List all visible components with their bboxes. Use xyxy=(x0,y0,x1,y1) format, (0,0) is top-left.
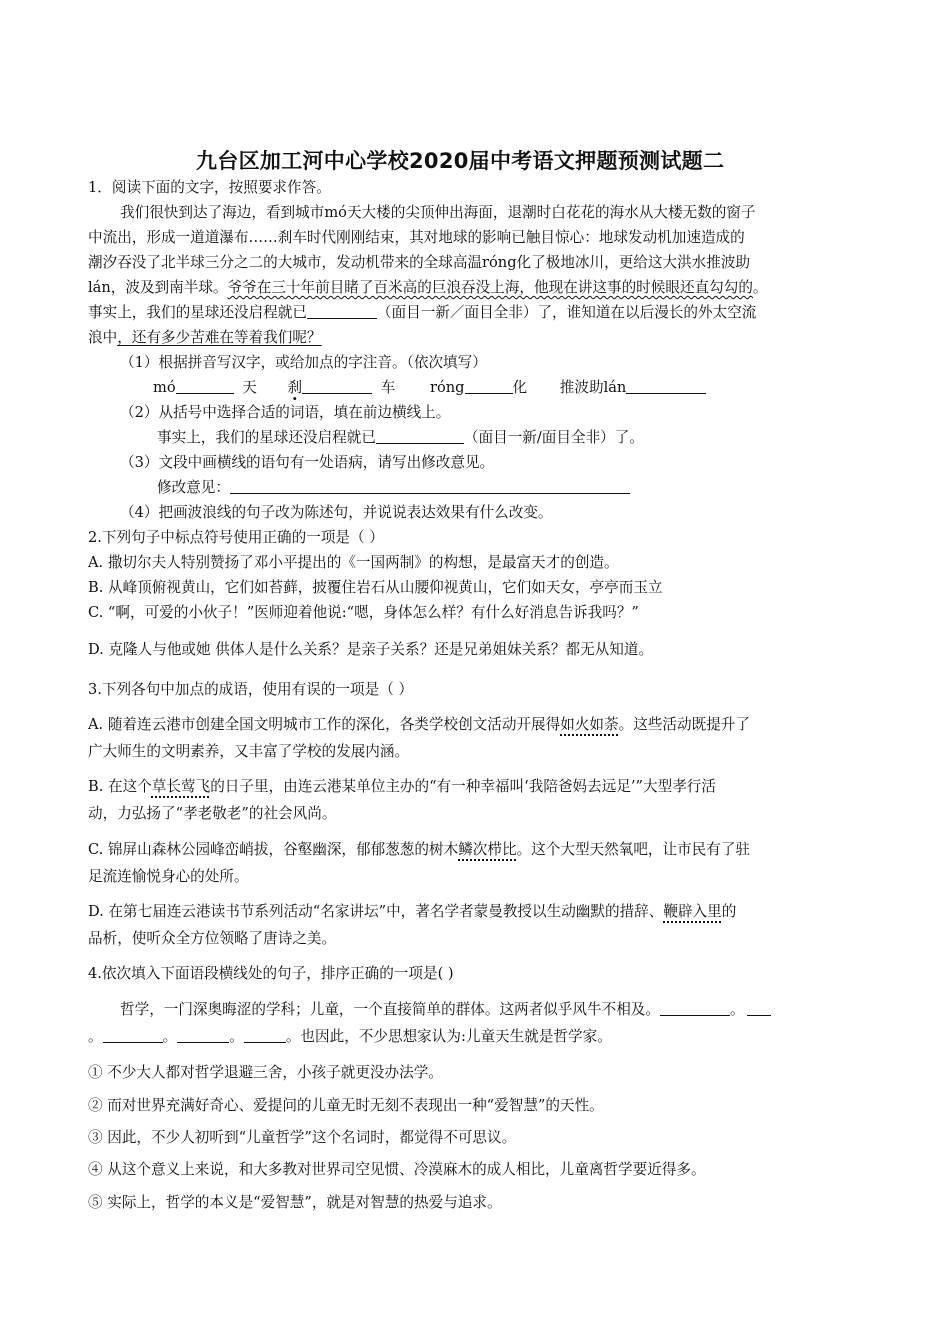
q2-option-c: C. “啊，可爱的小伙子！”医师迎着他说:“嗯，身体怎么样？有什么好消息告诉我吗？” xyxy=(88,604,639,621)
q2-option-b: B. 从峰顶俯视黄山，它们如苔藓，披覆住岩石从山腰仰视黄山，它们如天女，亭亭而玉立 xyxy=(88,579,663,596)
q3-option-b xyxy=(88,777,716,797)
answer-blank[interactable] xyxy=(376,428,464,444)
q4-passage-line xyxy=(120,1000,771,1020)
answer-blank[interactable] xyxy=(307,303,377,319)
q1-passage-line: 中流出，形成一道道瀑布……刹车时代刚刚结束，其对地球的影响已触目惊心：地球发动机加速造成的 xyxy=(88,229,745,246)
q4-item: ② 而对世界充满好奇心、爱提问的儿童无时无刻不表现出一种“爱智慧”的天性。 xyxy=(88,1097,604,1114)
page-title: 九台区加工河中心学校2020届中考语文押题预测试题二 xyxy=(196,149,725,173)
q1-sub3-line xyxy=(157,478,630,498)
answer-blank[interactable] xyxy=(244,1027,286,1043)
q1-sub2: （2）从括号中选择合适的词语，填在前边横线上。 xyxy=(120,404,451,421)
wavy-underlined-sentence: 爷爷在三十年前目睹了百米高的巨浪吞没上海，他现在讲这事的时候眼还直勾勾的 xyxy=(227,279,753,296)
option-text: 。这个大型天然氧吧，让市民有了驻 xyxy=(516,841,751,858)
option-text: D. 在第七届连云港读书节系列活动“名家讲坛”中，著名学者蒙曼教授以生动幽默的措辞、 xyxy=(88,903,664,920)
q1-sub1-items xyxy=(153,378,706,398)
q1-passage-line xyxy=(88,303,756,323)
sub2-text: （面目一新/面目全非）了。 xyxy=(463,429,644,446)
q4-item: ① 不少大人都对哲学退避三舍，小孩子就更没办法学。 xyxy=(88,1064,443,1081)
q4-stem: 4.依次填入下面语段横线处的句子，排序正确的一项是( ) xyxy=(88,965,454,982)
answer-blank[interactable] xyxy=(103,1027,163,1043)
option-text: C. 锦屏山森林公园峰峦峭拔，谷壑幽深，郁郁葱葱的树木 xyxy=(88,841,459,858)
answer-blank[interactable] xyxy=(660,1000,730,1016)
option-text: A. 随着连云港市创建全国文明城市工作的深化，各类学校创文活动开展得 xyxy=(88,716,561,733)
option-text: B. 在这个 xyxy=(88,778,152,795)
q2-option-a: A. 撒切尔夫人特别赞扬了邓小平提出的《一国两制》的构想，是最富天才的创造。 xyxy=(88,554,619,571)
q1-sub4: （4）把画波浪线的句子改为陈述句，并说说表达效果有什么改变。 xyxy=(120,504,553,521)
dotted-idiom-text: 草长莺飞 xyxy=(151,778,211,795)
pinyin-item: 推波助lán xyxy=(559,379,627,396)
revision-label: 修改意见： xyxy=(157,479,230,496)
q1-passage-line xyxy=(88,328,322,348)
passage-text: 。也因此，不少思想家认为:儿童天生就是哲学家。 xyxy=(285,1028,612,1045)
passage-text: （面目一新／面目全非）了，谁知道在以后漫长的外太空流 xyxy=(376,304,757,321)
q4-item: ③ 因此，不少人初听到“儿童哲学”这个名词时，都觉得不可思议。 xyxy=(88,1129,517,1146)
passage-text: 。 xyxy=(162,1028,178,1045)
passage-text: 。 xyxy=(88,1028,103,1045)
option-text: 的日子里，由连云港某单位主办的“有一种幸福叫‘我陪爸妈去远足’”大型孝行活 xyxy=(210,778,716,795)
passage-text: 浪中 xyxy=(88,329,118,346)
q3-option-d xyxy=(88,902,736,922)
dotted-idiom xyxy=(560,716,618,733)
q1-passage-line xyxy=(88,278,768,298)
q3-option-b-cont: 动，力弘扬了“孝老敬老”的社会风尚。 xyxy=(88,805,337,822)
dotted-idiom-text: 鞭辟入里 xyxy=(663,903,722,920)
answer-blank[interactable] xyxy=(747,1000,771,1016)
q2-option-d: D. 克隆人与他或她 供体人是什么关系？是亲子关系？还是兄弟姐妹关系？都无从知道。 xyxy=(88,641,654,658)
dotted-char: 刹 xyxy=(287,379,303,396)
pinyin-item: róng xyxy=(430,379,465,396)
passage-text: 事实上，我们的星球还没启程就已 xyxy=(88,304,307,321)
option-text: 的 xyxy=(721,903,737,920)
char-item: 车 xyxy=(380,379,396,396)
q1-sub3: （3）文段中画横线的语句有一处语病，请写出修改意见。 xyxy=(120,454,495,471)
dotted-idiom-text: 如火如荼 xyxy=(560,716,619,733)
sub2-text: 事实上，我们的星球还没启程就已 xyxy=(157,429,376,446)
q4-item: ④ 从这个意义上来说，和大多教对世界司空见惯、冷漠麻木的成人相比，儿童离哲学要近得多。 xyxy=(88,1161,706,1178)
q3-option-d-cont: 品析，使听众全方位领略了唐诗之美。 xyxy=(88,930,337,947)
char-item: 化 xyxy=(512,379,528,396)
q4-passage-line xyxy=(88,1027,612,1047)
answer-blank[interactable] xyxy=(465,378,513,394)
answer-blank[interactable] xyxy=(626,378,706,394)
dotted-idiom-text: 鳞次栉比 xyxy=(458,841,517,858)
answer-blank[interactable] xyxy=(177,1027,229,1043)
passage-text: 。 xyxy=(752,279,768,296)
q3-stem: 3.下列各句中加点的成语，使用有误的一项是（ ） xyxy=(88,681,414,698)
q1-passage-line: 我们很快到达了海边，看到城市mó天大楼的尖顶伸出海面，退潮时白花花的海水从大楼无数的窗子 xyxy=(120,204,756,221)
passage-text: 哲学，一门深奥晦涩的学科；儿童，一个直接简单的群体。这两者似乎风牛不相及。 xyxy=(120,1001,660,1018)
underlined-sentence: ，还有多少苦难在等着我们呢？ xyxy=(117,329,322,346)
passage-text: 。 xyxy=(729,1001,745,1018)
passage-text: 。 xyxy=(229,1028,244,1045)
option-text: 。这些活动既提升了 xyxy=(618,716,750,733)
q1-sub1: （1）根据拼音写汉字，或给加点的字注音。（依次填写） xyxy=(120,354,487,371)
q3-option-a xyxy=(88,715,750,735)
char-item: 天 xyxy=(242,379,257,396)
passage-text: lán，波及到南半球。 xyxy=(88,279,228,296)
pinyin-item: mó xyxy=(153,379,176,396)
q2-stem: 2.下列句子中标点符号使用正确的一项是（ ） xyxy=(88,529,384,546)
q4-item: ⑤ 实际上，哲学的本义是“爱智慧”，就是对智慧的热爱与追求。 xyxy=(88,1194,502,1211)
answer-blank[interactable] xyxy=(302,378,372,394)
q3-option-c-cont: 足流连愉悦身心的处所。 xyxy=(88,868,249,885)
answer-blank[interactable] xyxy=(230,478,630,494)
q3-option-a-cont: 广大师生的文明素养，又丰富了学校的发展内涵。 xyxy=(88,743,410,760)
answer-blank[interactable] xyxy=(176,378,234,394)
q1-passage-line: 潮汐吞没了北半球三分之二的大城市，发动机带来的全球高温róng化了极地冰川，更给这大洪水推波助 xyxy=(88,254,751,271)
q3-option-c xyxy=(88,840,750,860)
q1-sub2-line xyxy=(157,428,644,448)
q1-stem: 1．阅读下面的文字，按照要求作答。 xyxy=(88,179,331,196)
